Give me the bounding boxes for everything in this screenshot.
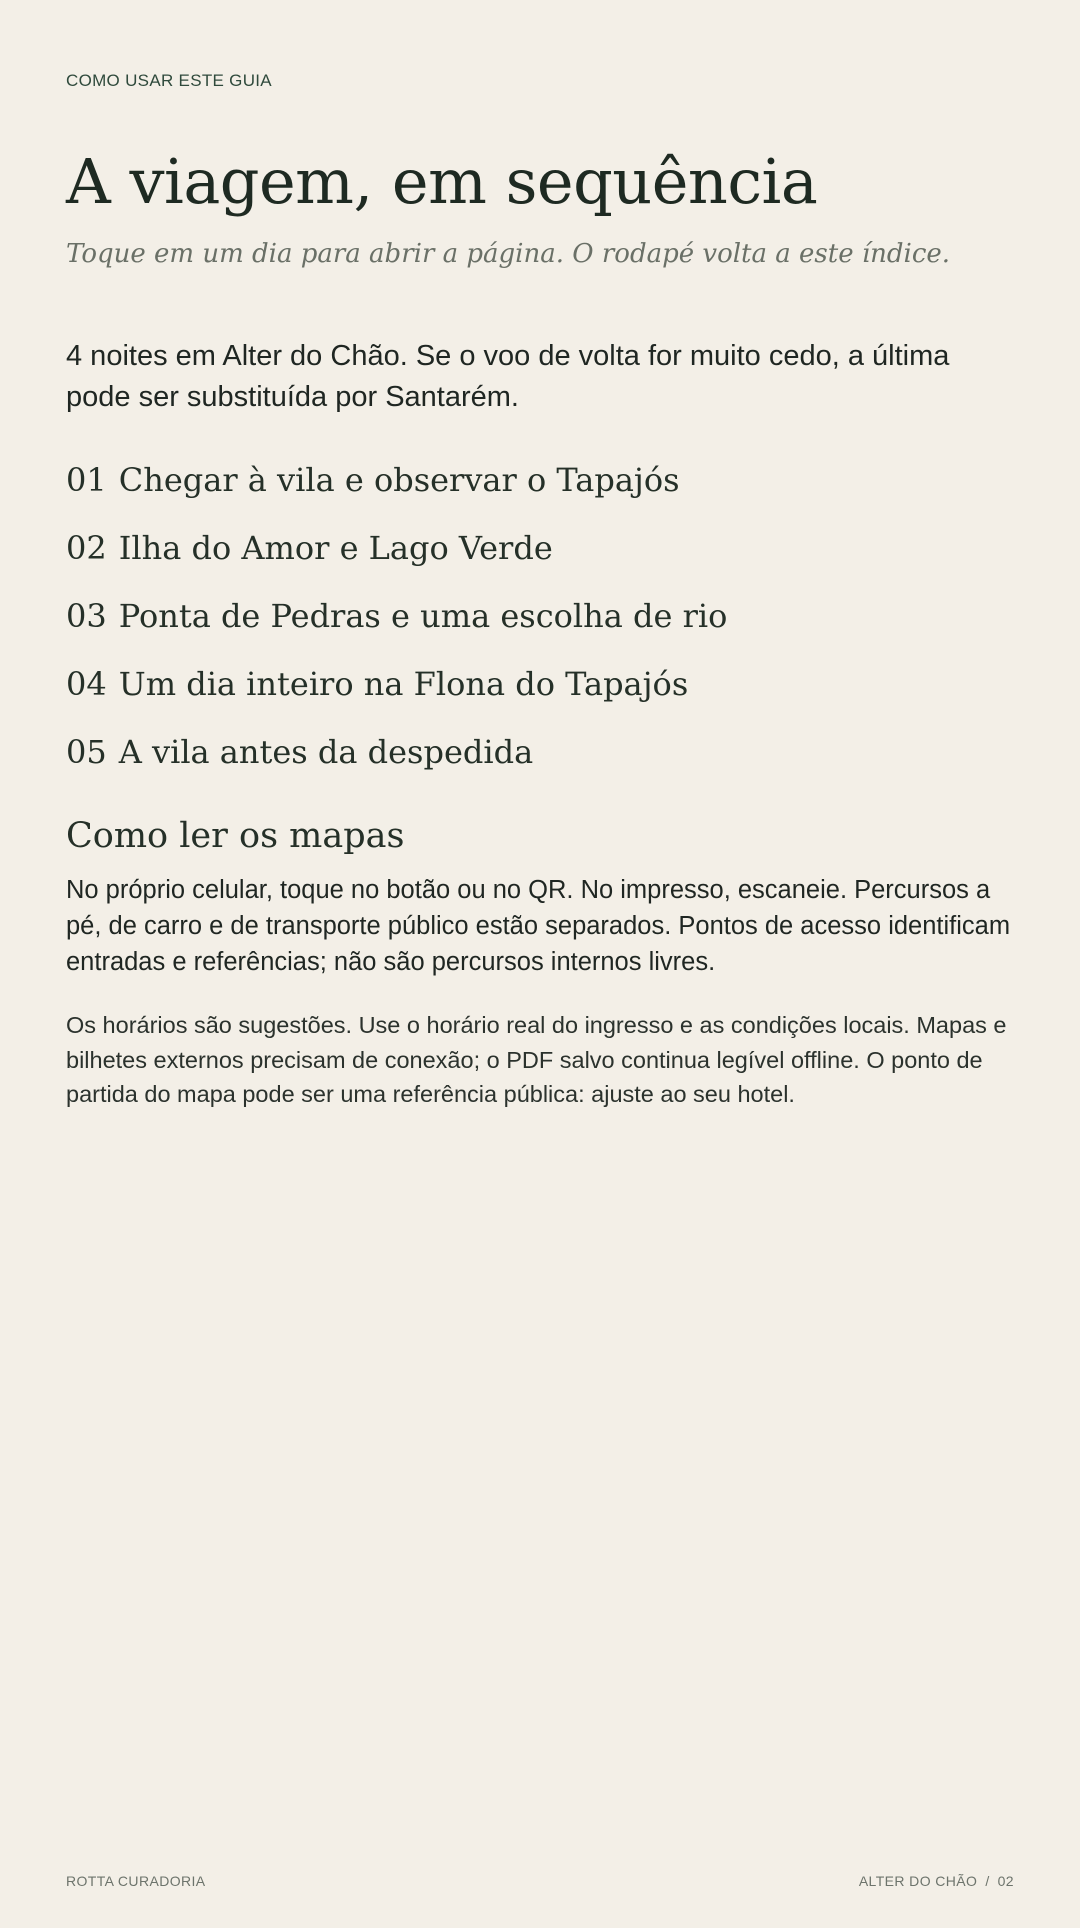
day-label: Ilha do Amor e Lago Verde: [118, 529, 553, 567]
footer-separator: /: [985, 1873, 990, 1889]
page-subtitle: Toque em um dia para abrir a página. O rodapé volta a este índice.: [66, 239, 951, 269]
day-link-03[interactable]: [66, 582, 727, 650]
day-link-01[interactable]: [66, 446, 727, 514]
day-number: 02: [66, 529, 107, 567]
day-link-05[interactable]: [66, 718, 727, 786]
section-eyebrow: COMO USAR ESTE GUIA: [66, 71, 272, 90]
day-label: A vila antes da despedida: [118, 733, 534, 771]
footer-page-info[interactable]: [859, 1873, 1014, 1889]
footer-brand: ROTTA CURADORIA: [66, 1873, 206, 1889]
day-index-list: [66, 446, 727, 786]
maps-paragraph-primary: No próprio celular, toque no botão ou no QR. No impresso, escaneie. Percursos a pé, de carro e de transporte público estão separados. Pontos de acesso identificam entradas e referências; não são percursos internos livres.: [66, 876, 1011, 976]
guide-page: [66, 0, 1014, 1928]
footer-destination: ALTER DO CHÃO: [858, 1873, 978, 1889]
maps-paragraph-secondary: Os horários são sugestões. Use o horário real do ingresso e as condições locais. Mapas e bilhetes externos precisam de conexão; o PDF salvo continua legível offline. O ponto de partida do mapa pode ser uma referência pública: ajuste ao seu hotel.: [66, 1012, 1007, 1107]
day-link-04[interactable]: [66, 650, 727, 718]
day-number: 05: [66, 733, 107, 771]
day-number: 01: [66, 461, 107, 499]
day-number: 04: [66, 665, 107, 703]
day-label: Chegar à vila e observar o Tapajós: [118, 461, 680, 499]
day-link-02[interactable]: [66, 514, 727, 582]
day-label: Ponta de Pedras e uma escolha de rio: [118, 597, 728, 635]
page-title: A viagem, em sequência: [66, 145, 818, 218]
footer-page-number: 02: [997, 1873, 1014, 1889]
day-label: Um dia inteiro na Flona do Tapajós: [118, 665, 689, 703]
maps-section-title: Como ler os mapas: [66, 816, 405, 856]
day-number: 03: [66, 597, 107, 635]
intro-text: 4 noites em Alter do Chão. Se o voo de volta for muito cedo, a última pode ser substituída por Santarém.: [66, 340, 950, 413]
